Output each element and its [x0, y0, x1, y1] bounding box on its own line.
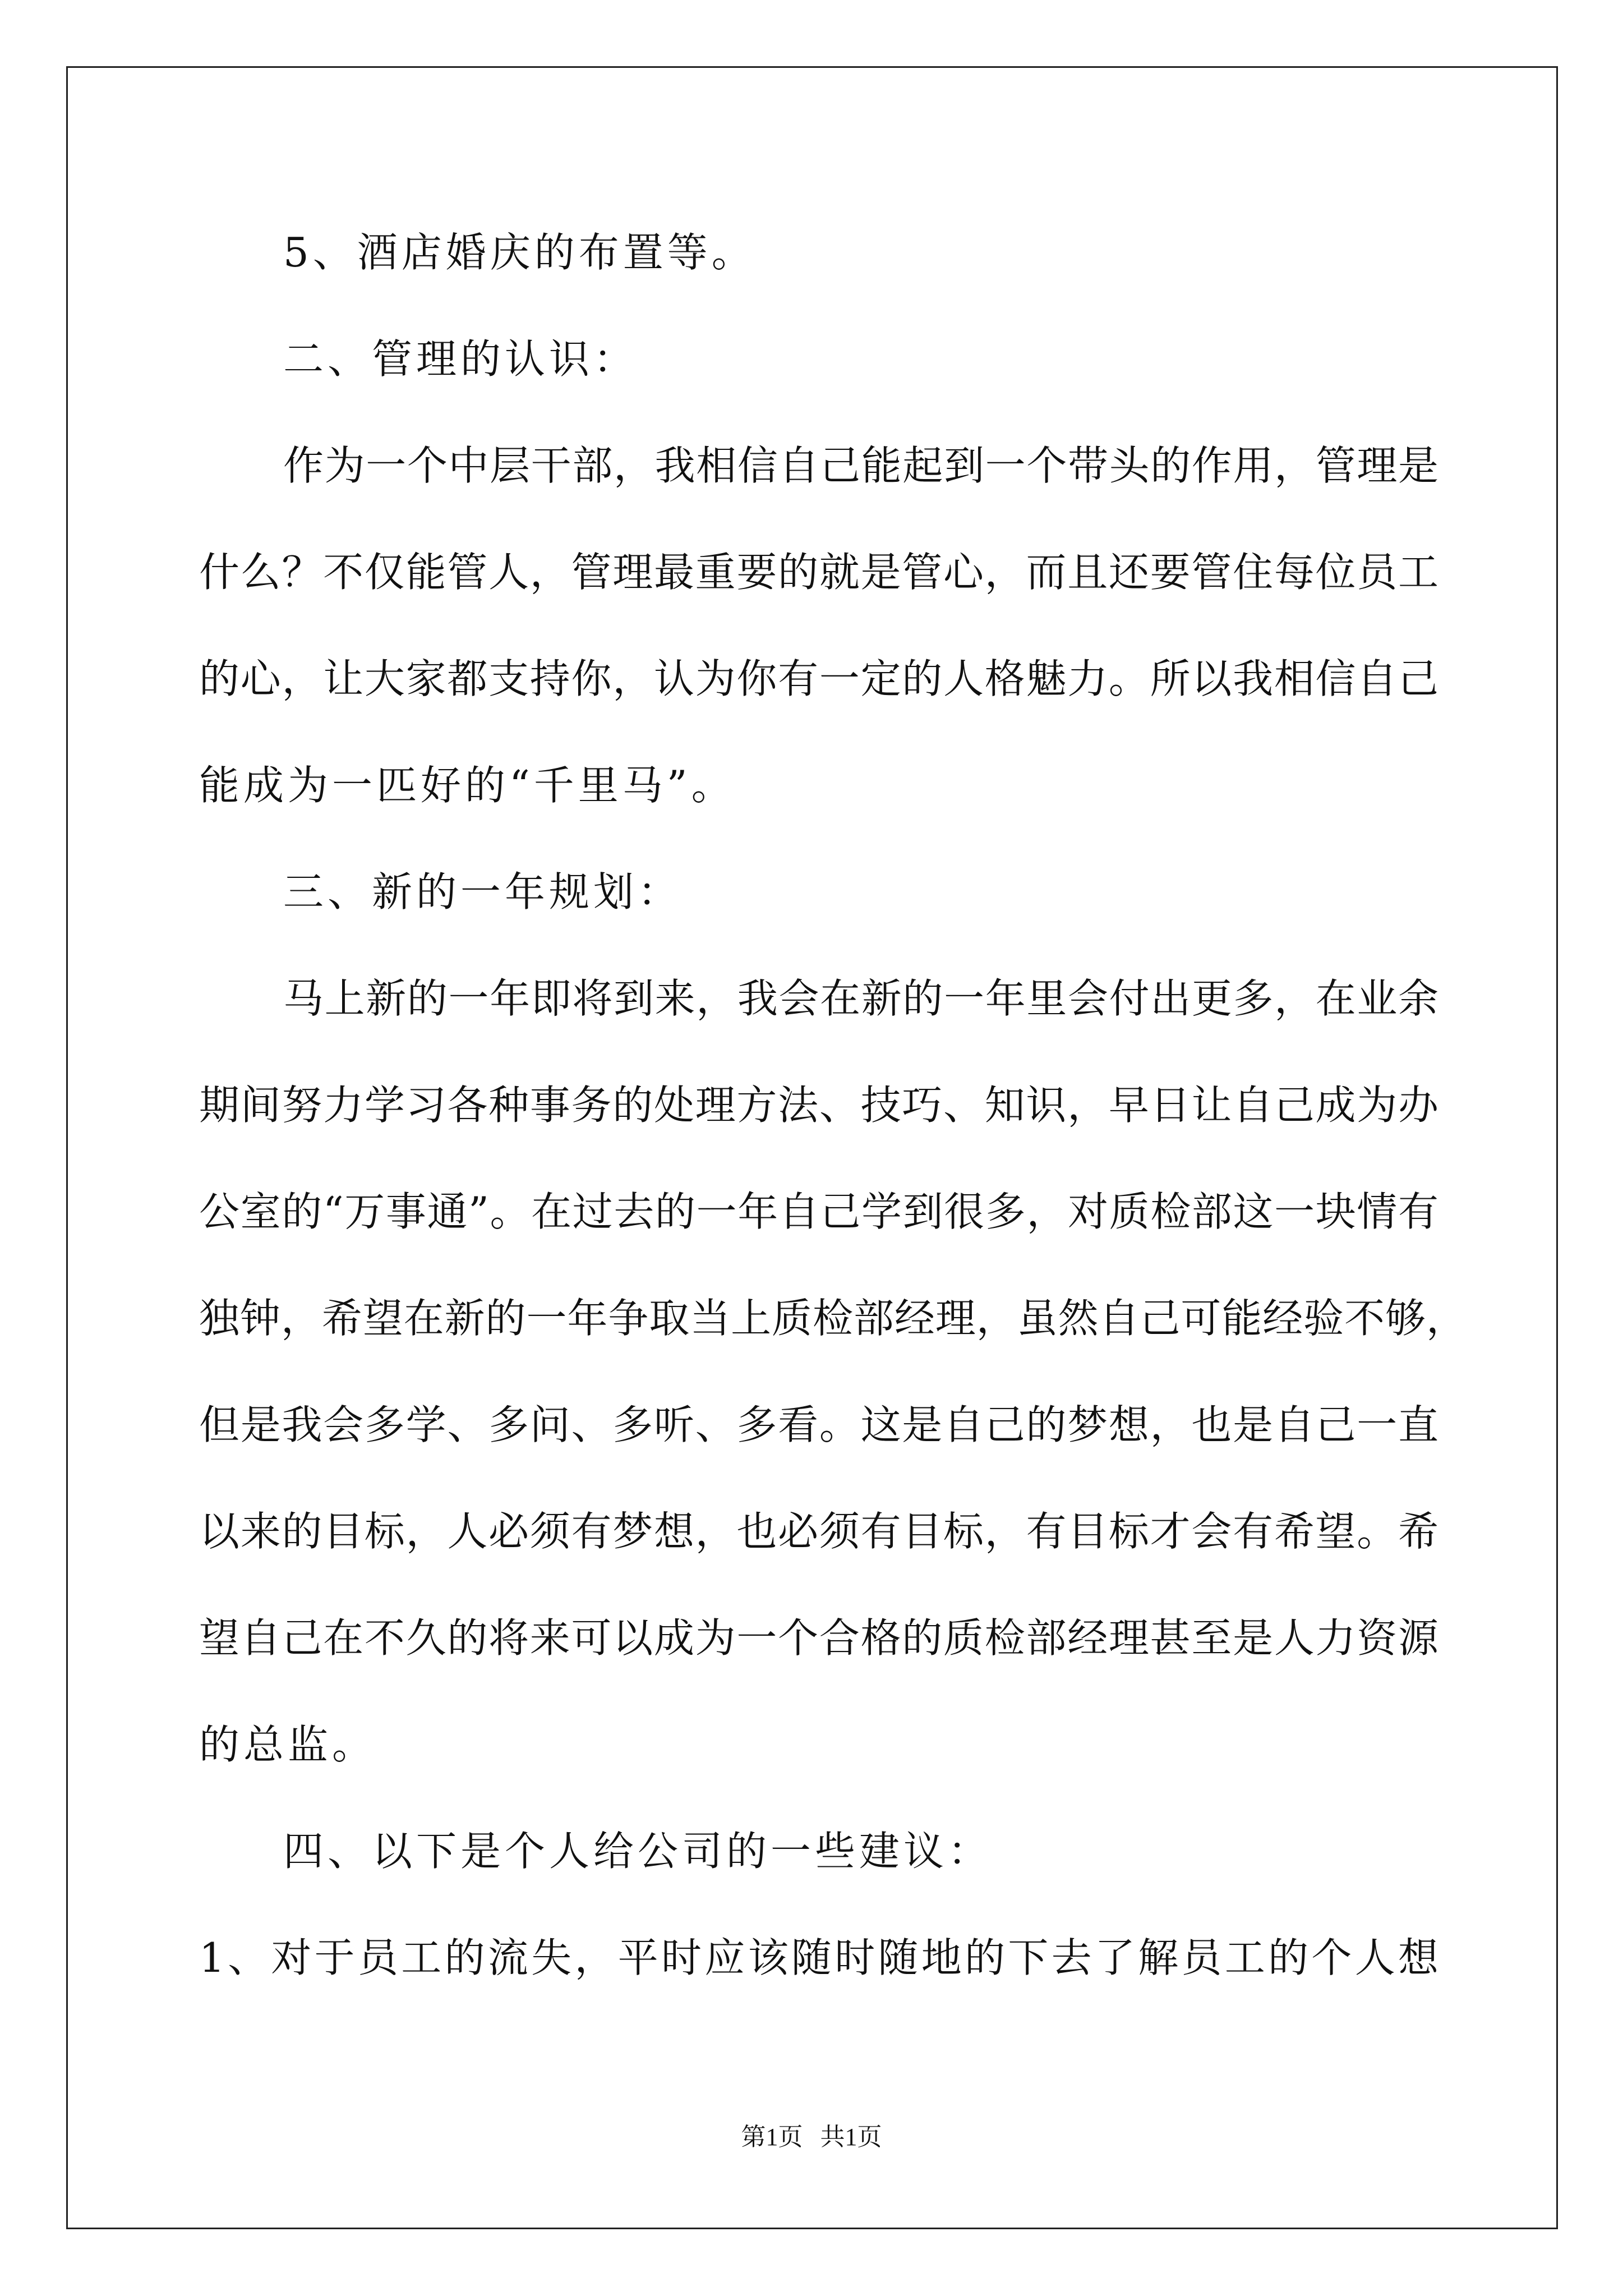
paragraph-line: 的总监。 [199, 1721, 377, 1768]
page-footer [0, 2120, 1623, 2154]
paragraph-line: 1、对于员工的流失，平时应该随时随地的下去了解员工的个人想 [199, 1934, 1438, 1981]
paragraph-line: 马上新的一年即将到来，我会在新的一年里会付出更多，在业余 [283, 975, 1438, 1022]
section-heading: 二、管理的认识： [283, 335, 638, 383]
page-number: 第1页 [741, 2123, 803, 2151]
paragraph-line: 的心，让大家都支持你，认为你有一定的人格魅力。所以我相信自己 [199, 655, 1438, 702]
page-total: 共1页 [820, 2123, 882, 2151]
paragraph-line: 期间努力学习各种事务的处理方法、技巧、知识，早日让自己成为办 [199, 1082, 1438, 1129]
paragraph-line: 独钟，希望在新的一年争取当上质检部经理，虽然自己可能经验不够， [199, 1295, 1467, 1342]
section-heading: 三、新的一年规划： [283, 868, 683, 915]
paragraph-line: 望自己在不久的将来可以成为一个合格的质检部经理甚至是人力资源 [199, 1614, 1438, 1662]
page-border [66, 66, 1558, 2229]
section-heading: 四、以下是个人给公司的一些建议： [283, 1828, 993, 1875]
paragraph-line: 什么？不仅能管人，管理最重要的就是管心，而且还要管住每位员工 [199, 549, 1438, 596]
paragraph-line: 5、酒店婚庆的布置等。 [283, 229, 756, 276]
paragraph-line: 以来的目标，人必须有梦想，也必须有目标，有目标才会有希望。希 [199, 1508, 1438, 1555]
paragraph-line: 能成为一匹好的“千里马”。 [199, 762, 736, 809]
paragraph-line: 但是我会多学、多问、多听、多看。这是自己的梦想，也是自己一直 [199, 1401, 1438, 1448]
paragraph-line: 公室的“万事通”。在过去的一年自己学到很多，对质检部这一块情有 [199, 1188, 1438, 1235]
paragraph-line: 作为一个中层干部，我相信自己能起到一个带头的作用，管理是 [283, 442, 1438, 489]
